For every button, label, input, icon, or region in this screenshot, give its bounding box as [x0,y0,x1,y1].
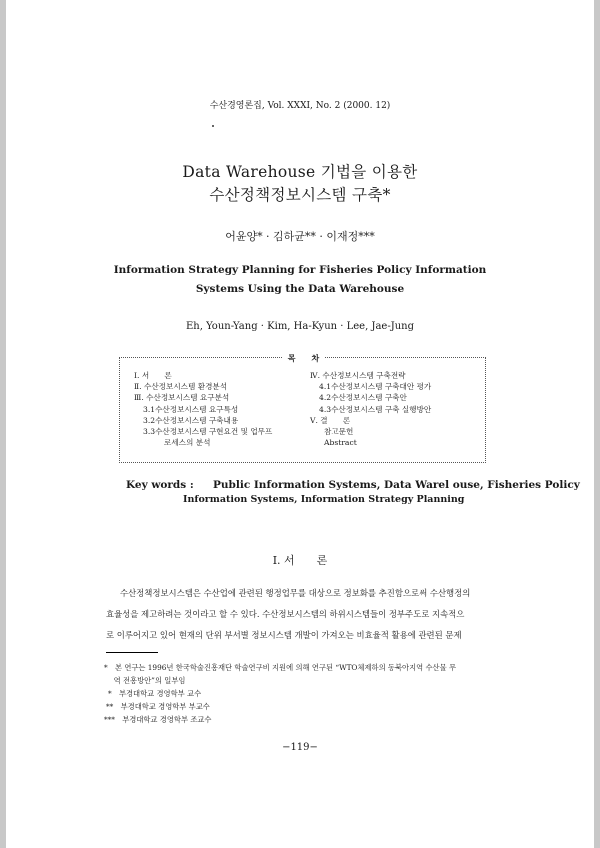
english-authors: Eh, Youn-Yang · Kim, Ha-Kyun · Lee, Jae-Jung [185,321,415,332]
korean-title-line2: 수산정책정보시스템 구축* [209,186,391,204]
toc-item: Ⅱ. 수산정보시스템 환경분석 [134,382,228,392]
page-number: −119− [282,742,318,753]
toc-item: 3.1수산정보시스템 요구특성 [143,404,239,414]
korean-authors: 어윤양* · 김하균** · 이재정*** [225,230,375,243]
toc-item: 4.1수산정보시스템 구축대안 평가 [319,382,432,392]
body-line: 로 이루어지고 있어 현재의 단위 부서별 정보시스템 개발이 가져오는 비효율적 활용에 관련된 문제 [106,630,462,640]
toc-item: 3.2수산정보시스템 구축내용 [143,415,239,425]
toc-right-column [310,370,431,448]
toc-item: Ⅴ. 결 론 [310,415,351,425]
toc-left-column [134,370,272,448]
footnote-line: * 부경대학교 경영학부 교수 [108,689,202,698]
toc-item: 4.2수산정보시스템 구축안 [319,393,407,403]
footnote-line: 역 전흥방안”의 일부임 [104,676,186,685]
toc-item: 참고문헌 [324,427,354,437]
page-frame-left [0,0,6,848]
body-paragraph [106,583,501,646]
toc-item: Ⅰ. 서 론 [134,371,172,380]
toc-item: 3.3수산정보시스템 구현요건 및 업무프 [143,427,273,437]
body-line: 효율성을 제고하려는 것이라고 할 수 있다. 수산정보시스템의 하위시스템들이 정부주도로 지속적으 [106,609,465,619]
footnote-line: * 본 연구는 1996년 한국학술진흥재단 학술연구비 지원에 의해 연구된 “WTO체제하의 동북아지역 수산물 무 [104,663,457,672]
page-frame-right [594,0,600,848]
keywords-line2: Information Systems, Information Strategy Planning [183,494,465,505]
toc-heading: 목 차 [120,353,487,364]
footnote-line: ** 부경대학교 경영학부 부교수 [106,702,210,711]
toc-item: Ⅲ. 수산정보시스템 요구분석 [134,393,230,403]
korean-title-line1: Data Warehouse 기법을 이용한 [182,163,418,181]
footnote-rule [106,652,158,653]
scan-dot [212,125,214,127]
journal-header: 수산경영론집, Vol. XXXI, No. 2 (2000. 12) [209,101,391,111]
table-of-contents [119,353,486,463]
toc-item: 4.3수산정보시스템 구축 실행방안 [319,404,432,414]
footnotes [104,661,524,726]
english-title-line1: Information Strategy Planning for Fisheries Policy Information [113,264,487,276]
keywords-label: Key words : [126,479,194,491]
footnote-line: *** 부경대학교 경영학부 조교수 [104,715,212,724]
toc-item: Abstract [324,438,357,448]
section-heading-introduction: Ⅰ. 서 론 [272,554,328,567]
toc-item: 로세스의 분석 [164,438,211,448]
english-title-line2: Systems Using the Data Warehouse [195,283,405,295]
toc-item: Ⅳ. 수산정보시스템 구축전략 [310,371,406,380]
body-line: 수산정책정보시스템은 수산업에 관련된 행정업무를 대상으로 정보화를 추진함으로써 수산행정의 [120,588,471,598]
keywords-line1: Public Information Systems, Data Warel ouse, Fisheries Policy [213,479,580,491]
